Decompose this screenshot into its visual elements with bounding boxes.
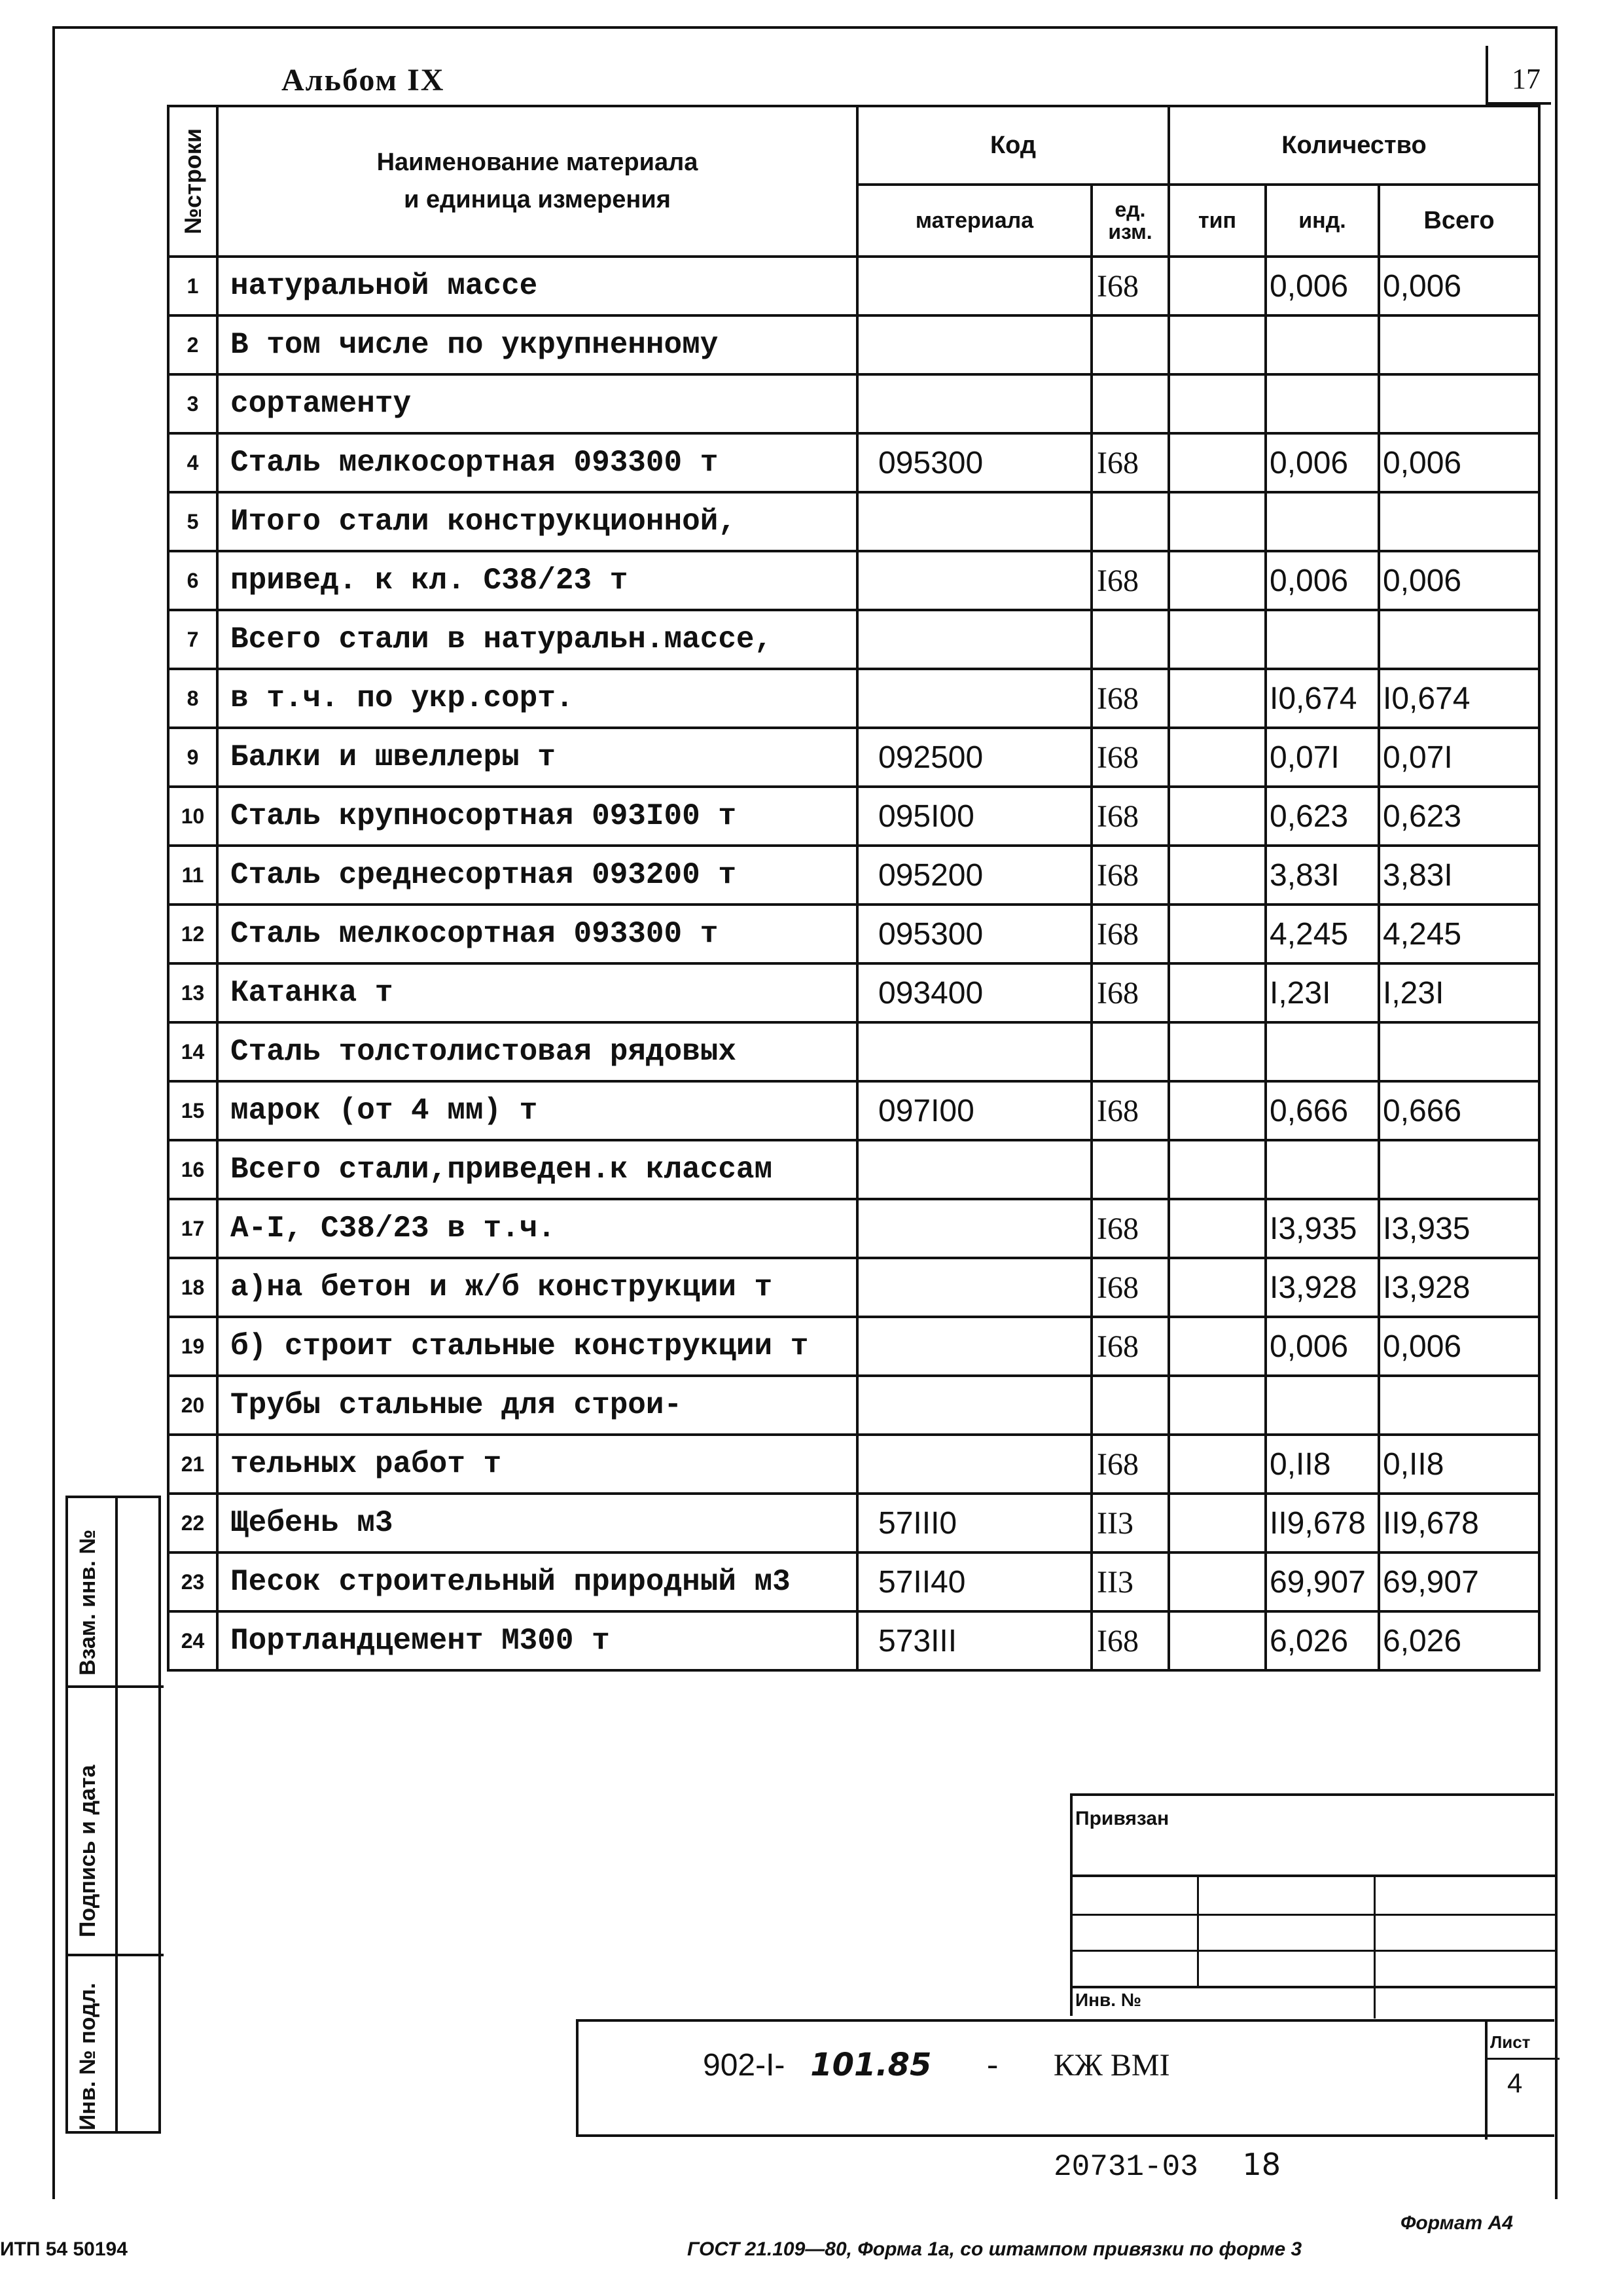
row-ind: 0,006 (1266, 1317, 1379, 1376)
row-type (1169, 846, 1266, 905)
row-unit: I68 (1092, 1611, 1169, 1670)
title-block (576, 2019, 1554, 2137)
total-header: Всего (1379, 185, 1539, 257)
row-number: 9 (168, 728, 217, 787)
side-label-inv-podl: Инв. № подл. (75, 1982, 100, 2130)
row-code (857, 1376, 1092, 1435)
row-total: 3,83I (1379, 846, 1539, 905)
row-code: 097I00 (857, 1081, 1092, 1140)
row-number: 8 (168, 669, 217, 728)
row-code (857, 492, 1092, 551)
table-row (168, 787, 1539, 846)
row-code (857, 1258, 1092, 1317)
row-total (1379, 610, 1539, 669)
row-ind: 3,83I (1266, 846, 1379, 905)
binding-line-2 (1073, 1914, 1557, 1916)
row-type (1169, 1317, 1266, 1376)
row-unit: I68 (1092, 905, 1169, 963)
code-header: Код (857, 106, 1169, 185)
row-total: I,23I (1379, 963, 1539, 1022)
row-code: 093400 (857, 963, 1092, 1022)
row-number: 3 (168, 374, 217, 433)
left-code: ИТП 54 50194 (0, 2238, 128, 2260)
row-code: 573III (857, 1611, 1092, 1670)
row-type (1169, 1552, 1266, 1611)
row-number: 7 (168, 610, 217, 669)
row-name: Щебень м3 (217, 1494, 857, 1552)
row-unit: I68 (1092, 1081, 1169, 1140)
row-unit: I68 (1092, 728, 1169, 787)
row-ind: I,23I (1266, 963, 1379, 1022)
row-type (1169, 374, 1266, 433)
row-unit: I68 (1092, 787, 1169, 846)
row-ind: 0,006 (1266, 257, 1379, 315)
table-row (168, 728, 1539, 787)
row-code (857, 257, 1092, 315)
row-unit (1092, 492, 1169, 551)
row-total: 6,026 (1379, 1611, 1539, 1670)
row-number: 23 (168, 1552, 217, 1611)
row-code (857, 1022, 1092, 1081)
row-ind: 0,II8 (1266, 1435, 1379, 1494)
row-name: А-I, С38/23 в т.ч. (217, 1199, 857, 1258)
row-name: Итого стали конструкционной, (217, 492, 857, 551)
materials-table (167, 105, 1541, 1672)
row-name: Сталь мелкосортная 093300 т (217, 433, 857, 492)
row-total: 4,245 (1379, 905, 1539, 963)
table-row (168, 492, 1539, 551)
side-divider-1 (65, 1685, 164, 1688)
row-total: 0,006 (1379, 1317, 1539, 1376)
row-code (857, 1317, 1092, 1376)
row-total: 0,006 (1379, 551, 1539, 610)
row-type (1169, 1494, 1266, 1552)
ind-header: инд. (1266, 185, 1379, 257)
row-code (857, 1435, 1092, 1494)
row-number: 21 (168, 1435, 217, 1494)
row-number: 16 (168, 1140, 217, 1199)
row-name: Всего стали в натуральн.массе, (217, 610, 857, 669)
row-type (1169, 728, 1266, 787)
inv-no-label: Инв. № (1075, 1990, 1142, 2010)
order-number: 20731-03 18 (1054, 2147, 1281, 2184)
side-divider-2 (65, 1954, 164, 1956)
table-row (168, 1552, 1539, 1611)
gost-note: ГОСТ 21.109—80, Форма 1а, со штампом привязки по форме 3 (687, 2238, 1302, 2260)
list-cell (1485, 2022, 1560, 2140)
album-title: Альбом IX (281, 63, 445, 98)
row-name: натуральной массе (217, 257, 857, 315)
row-total: II9,678 (1379, 1494, 1539, 1552)
row-ind: 6,026 (1266, 1611, 1379, 1670)
row-unit (1092, 1022, 1169, 1081)
table-row (168, 1258, 1539, 1317)
row-unit (1092, 1140, 1169, 1199)
row-name: Сталь мелкосортная 093300 т (217, 905, 857, 963)
row-unit: I68 (1092, 257, 1169, 315)
table-row (168, 963, 1539, 1022)
row-number: 22 (168, 1494, 217, 1552)
row-name: Сталь крупносортная 093I00 т (217, 787, 857, 846)
row-type (1169, 433, 1266, 492)
row-ind: 69,907 (1266, 1552, 1379, 1611)
material-code-header: материала (857, 185, 1092, 257)
row-number: 14 (168, 1022, 217, 1081)
row-name: марок (от 4 мм) т (217, 1081, 857, 1140)
row-unit (1092, 1376, 1169, 1435)
binding-vline-2 (1374, 1874, 1376, 2018)
format-label: Формат А4 (1400, 2212, 1513, 2234)
row-name: Сталь толстолистовая рядовых (217, 1022, 857, 1081)
unit-header: ед. изм. (1092, 185, 1169, 257)
row-number: 13 (168, 963, 217, 1022)
row-total: 0,006 (1379, 433, 1539, 492)
binding-line-4 (1073, 1986, 1557, 1988)
table-row (168, 1140, 1539, 1199)
row-type (1169, 1435, 1266, 1494)
row-type (1169, 1081, 1266, 1140)
row-type (1169, 492, 1266, 551)
row-number: 5 (168, 492, 217, 551)
row-total: 0,006 (1379, 257, 1539, 315)
row-number: 20 (168, 1376, 217, 1435)
row-ind (1266, 610, 1379, 669)
table-row (168, 610, 1539, 669)
row-unit: I68 (1092, 1435, 1169, 1494)
row-type (1169, 787, 1266, 846)
row-code (857, 610, 1092, 669)
side-label-vzam: Взам. инв. № (75, 1529, 100, 1676)
row-unit (1092, 610, 1169, 669)
doc-code: 902-I- 101.85 - КЖ ВМI (703, 2047, 1170, 2085)
row-type (1169, 1611, 1266, 1670)
table-row (168, 1081, 1539, 1140)
row-code: 095300 (857, 905, 1092, 963)
row-code (857, 1140, 1092, 1199)
row-ind (1266, 492, 1379, 551)
row-ind: 0,006 (1266, 433, 1379, 492)
row-total: I3,928 (1379, 1258, 1539, 1317)
row-unit: I68 (1092, 669, 1169, 728)
table-row (168, 433, 1539, 492)
table-row (168, 551, 1539, 610)
row-ind (1266, 315, 1379, 374)
table-row (168, 1435, 1539, 1494)
row-name: Всего стали,приведен.к классам (217, 1140, 857, 1199)
list-divider (1488, 2058, 1560, 2060)
row-name: В том числе по укрупненному (217, 315, 857, 374)
row-total: 0,666 (1379, 1081, 1539, 1140)
row-number: 4 (168, 433, 217, 492)
privyazan-label: Привязан (1075, 1808, 1169, 1829)
table-row (168, 315, 1539, 374)
table-row (168, 1317, 1539, 1376)
row-name: привед. к кл. С38/23 т (217, 551, 857, 610)
row-total (1379, 315, 1539, 374)
row-code: 095300 (857, 433, 1092, 492)
row-number: 17 (168, 1199, 217, 1258)
row-name: Балки и швеллеры т (217, 728, 857, 787)
row-ind: 0,006 (1266, 551, 1379, 610)
side-label-podpis: Подпись и дата (75, 1765, 100, 1937)
row-ind: II9,678 (1266, 1494, 1379, 1552)
row-code (857, 315, 1092, 374)
row-name: Песок строительный природный м3 (217, 1552, 857, 1611)
row-number: 2 (168, 315, 217, 374)
row-total (1379, 492, 1539, 551)
row-unit: II3 (1092, 1552, 1169, 1611)
row-code: 092500 (857, 728, 1092, 787)
row-total (1379, 374, 1539, 433)
list-value: 4 (1507, 2068, 1523, 2098)
row-total: 0,623 (1379, 787, 1539, 846)
row-number-header: №строки (168, 106, 217, 257)
row-type (1169, 1140, 1266, 1199)
row-ind (1266, 1140, 1379, 1199)
row-unit: I68 (1092, 433, 1169, 492)
row-number: 15 (168, 1081, 217, 1140)
row-ind: I3,935 (1266, 1199, 1379, 1258)
row-type (1169, 669, 1266, 728)
table-row (168, 905, 1539, 963)
table-row (168, 1376, 1539, 1435)
binding-vline-1 (1197, 1874, 1199, 1986)
row-total: 0,II8 (1379, 1435, 1539, 1494)
row-total: I3,935 (1379, 1199, 1539, 1258)
table-row (168, 1611, 1539, 1670)
row-name: Сталь среднесортная 093200 т (217, 846, 857, 905)
row-ind (1266, 1376, 1379, 1435)
type-header: тип (1169, 185, 1266, 257)
row-type (1169, 963, 1266, 1022)
row-type (1169, 1258, 1266, 1317)
row-type (1169, 257, 1266, 315)
row-unit: II3 (1092, 1494, 1169, 1552)
row-unit: I68 (1092, 1258, 1169, 1317)
row-number: 10 (168, 787, 217, 846)
row-number: 1 (168, 257, 217, 315)
row-total (1379, 1022, 1539, 1081)
binding-line-3 (1073, 1950, 1557, 1952)
quantity-header: Количество (1169, 106, 1539, 185)
row-number: 24 (168, 1611, 217, 1670)
row-name: Катанка т (217, 963, 857, 1022)
row-name: в т.ч. по укр.сорт. (217, 669, 857, 728)
table-row (168, 374, 1539, 433)
row-code (857, 551, 1092, 610)
row-ind (1266, 1022, 1379, 1081)
row-code (857, 1199, 1092, 1258)
name-header: Наименование материала и единица измерения (217, 106, 857, 257)
row-number: 12 (168, 905, 217, 963)
row-total (1379, 1376, 1539, 1435)
row-unit: I68 (1092, 1317, 1169, 1376)
list-label: Лист (1490, 2032, 1531, 2052)
row-name: а)на бетон и ж/б конструкции т (217, 1258, 857, 1317)
row-number: 11 (168, 846, 217, 905)
binding-line-1 (1073, 1874, 1557, 1877)
row-number: 19 (168, 1317, 217, 1376)
table-row (168, 846, 1539, 905)
row-ind: 0,07I (1266, 728, 1379, 787)
row-name: б) строит стальные конструкции т (217, 1317, 857, 1376)
row-unit (1092, 374, 1169, 433)
row-total: 0,07I (1379, 728, 1539, 787)
row-type (1169, 315, 1266, 374)
row-type (1169, 1022, 1266, 1081)
row-type (1169, 1376, 1266, 1435)
table-row (168, 669, 1539, 728)
table-row (168, 1022, 1539, 1081)
row-code: 095I00 (857, 787, 1092, 846)
row-total: 69,907 (1379, 1552, 1539, 1611)
row-name: Портландцемент М300 т (217, 1611, 857, 1670)
row-type (1169, 1199, 1266, 1258)
row-unit: I68 (1092, 846, 1169, 905)
row-ind (1266, 374, 1379, 433)
side-stamp-col-2 (115, 1496, 161, 2134)
row-unit: I68 (1092, 1199, 1169, 1258)
row-code: 57II40 (857, 1552, 1092, 1611)
table-row (168, 257, 1539, 315)
row-number: 18 (168, 1258, 217, 1317)
row-unit: I68 (1092, 551, 1169, 610)
row-ind: I0,674 (1266, 669, 1379, 728)
row-unit (1092, 315, 1169, 374)
sheet-number: 17 (1512, 63, 1541, 95)
row-type (1169, 551, 1266, 610)
row-name: Трубы стальные для строи- (217, 1376, 857, 1435)
row-unit: I68 (1092, 963, 1169, 1022)
row-number: 6 (168, 551, 217, 610)
row-name: тельных работ т (217, 1435, 857, 1494)
row-total (1379, 1140, 1539, 1199)
binding-stamp (1070, 1793, 1554, 2016)
table-row (168, 1494, 1539, 1552)
row-type (1169, 610, 1266, 669)
table-row (168, 1199, 1539, 1258)
row-type (1169, 905, 1266, 963)
row-code: 095200 (857, 846, 1092, 905)
row-ind: 0,666 (1266, 1081, 1379, 1140)
row-total: I0,674 (1379, 669, 1539, 728)
row-ind: 0,623 (1266, 787, 1379, 846)
row-name: сортаменту (217, 374, 857, 433)
row-code: 57III0 (857, 1494, 1092, 1552)
row-code (857, 374, 1092, 433)
row-code (857, 669, 1092, 728)
row-ind: I3,928 (1266, 1258, 1379, 1317)
row-ind: 4,245 (1266, 905, 1379, 963)
